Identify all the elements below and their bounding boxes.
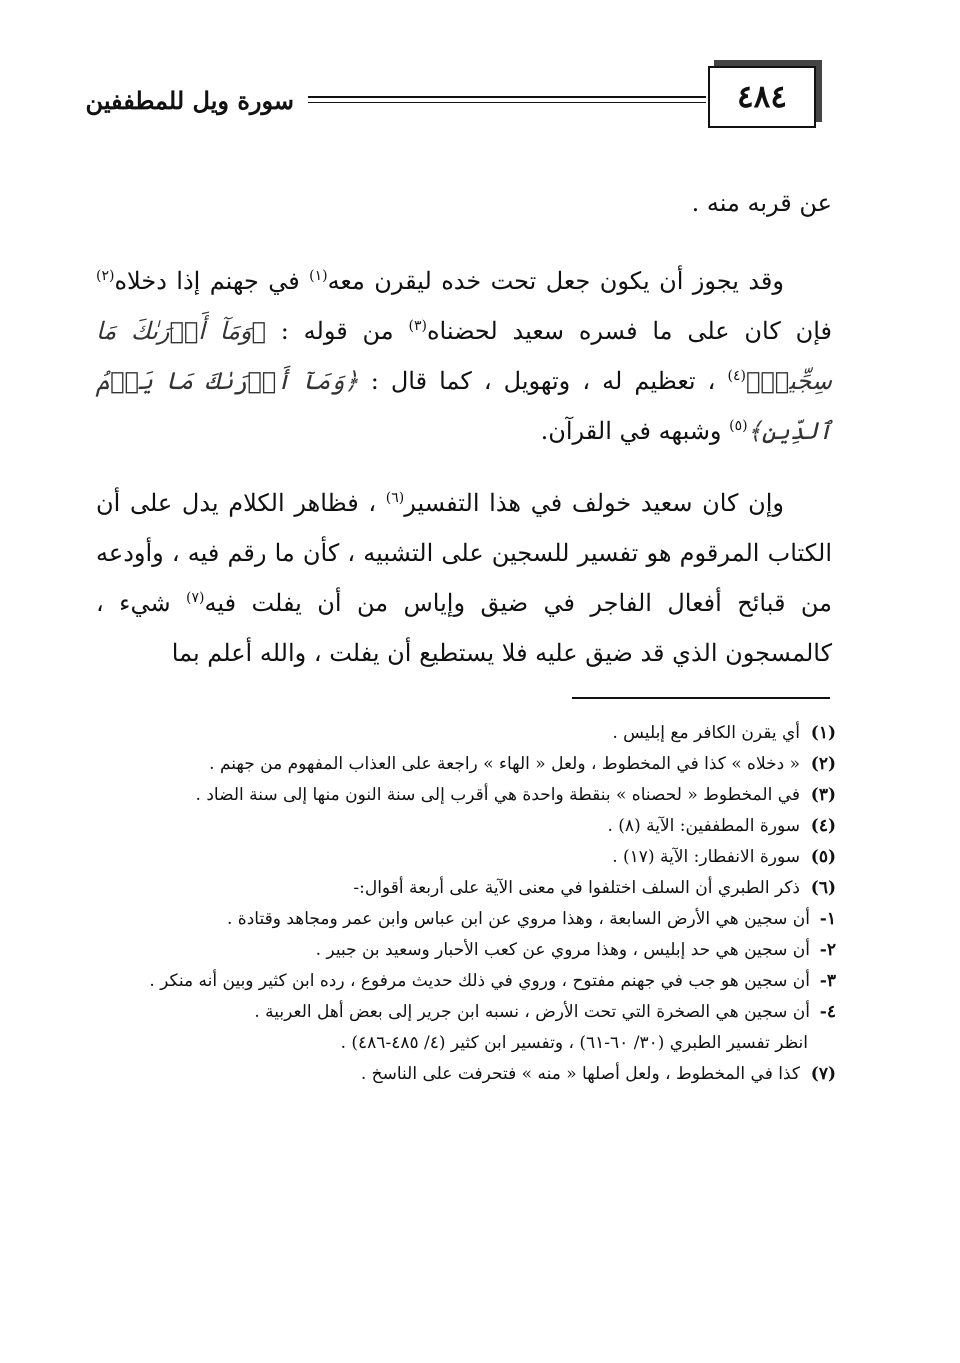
footnote-6-item-1 xyxy=(96,904,836,935)
list-number: ٣- xyxy=(819,971,836,991)
list-text: أن سجين هو جب في جهنم مفتوح ، وروي في ذلك حديث مرفوع ، رده ابن كثير وبين أنه منكر . xyxy=(149,971,810,991)
paragraph-0-text: عن قربه منه . xyxy=(691,189,832,217)
running-title: سورة ويل للمطففين xyxy=(85,86,294,115)
list-text: أن سجين هي حد إبليس ، وهذا مروي عن كعب الأحبار وسعيد بن جبير . xyxy=(315,940,810,960)
footnote-6 xyxy=(96,873,836,904)
footnote-text: أي يقرن الكافر مع إبليس . xyxy=(612,723,800,743)
footnote-separator xyxy=(572,697,830,699)
footnote-ref-6[interactable]: (٦) xyxy=(385,490,405,506)
footnote-6-item-4 xyxy=(96,997,836,1028)
list-text: أن سجين هي الصخرة التي تحت الأرض ، نسبه ابن جرير إلى بعض أهل العربية . xyxy=(254,1002,810,1022)
reference-text: انظر تفسير الطبري (٣٠/ ٦٠-٦١) ، وتفسير ابن كثير (٤/ ٤٨٥-٤٨٦) . xyxy=(340,1033,808,1053)
footnote-ref-7[interactable]: (٧) xyxy=(186,590,205,606)
footnote-text: سورة المطففين: الآية (٨) . xyxy=(607,816,800,836)
footnote-ref-2[interactable]: (٢) xyxy=(96,268,115,284)
footnote-text: « دخلاه » كذا في المخطوط ، ولعل « الهاء » راجعة على العذاب المفهوم من جهنم . xyxy=(209,754,800,774)
footnote-number: (٢) xyxy=(810,754,836,774)
p1-text-f: وشبهه في القرآن. xyxy=(540,417,730,445)
p1-text-c: فإن كان على ما فسره سعيد لحضناه xyxy=(426,317,833,345)
footnote-number: (٤) xyxy=(810,816,836,836)
quran-verse-2: ﴿وَمَآ أَدۡرَىٰكَ مَا يَوۡمُ ٱلدِّينِ﴾ xyxy=(96,367,832,445)
list-number: ٤- xyxy=(819,1002,836,1022)
page-number: ٤٨٤ xyxy=(708,66,816,128)
footnote-5 xyxy=(96,842,836,873)
footnote-text: كذا في المخطوط ، ولعل أصلها « منه » فتحرفت على الناسخ . xyxy=(360,1064,800,1084)
header-rule xyxy=(308,96,706,103)
p2-text-c: شيء ، كالمسجون الذي قد ضيق عليه فلا يستطيع أن يفلت ، والله أعلم بما xyxy=(96,589,832,667)
paragraph-0 xyxy=(96,178,832,228)
paragraph-1 xyxy=(96,256,832,456)
p2-text-b: ، فظاهر الكلام يدل على أن الكتاب المرقوم هو تفسير للسجين على التشبيه ، كأن ما رقم فيه ، وأودعه من قبائح أفعال الفاجر في ضيق وإياس من أن يفلت فيه xyxy=(96,489,832,617)
footnote-7 xyxy=(96,1059,836,1090)
footnote-3 xyxy=(96,780,836,811)
p2-text-a: وإن كان سعيد خولف في هذا التفسير xyxy=(404,489,784,517)
footnote-number: (٣) xyxy=(810,785,836,805)
footnote-6-item-3 xyxy=(96,966,836,997)
footnote-2 xyxy=(96,749,836,780)
p1-text-d: من قوله : xyxy=(265,317,409,345)
footnote-6-reference xyxy=(96,1028,836,1059)
footnote-text: سورة الانفطار: الآية (١٧) . xyxy=(612,847,800,867)
footnote-4 xyxy=(96,811,836,842)
p1-text-b: في جهنم إذا دخلاه xyxy=(114,267,310,295)
footnote-text: ذكر الطبري أن السلف اختلفوا في معنى الآية على أربعة أقوال:- xyxy=(353,878,800,898)
footnote-number: (٧) xyxy=(810,1064,836,1084)
list-number: ١- xyxy=(819,909,836,929)
paragraph-2 xyxy=(96,478,832,678)
main-text xyxy=(96,178,832,700)
footnote-number: (١) xyxy=(810,723,836,743)
p1-text-a: وقد يجوز أن يكون جعل تحت خده ليقرن معه xyxy=(327,267,784,295)
quran-verse-1: ﴿وَمَآ أَدۡرَىٰكَ مَا سِجِّينٞ﴾ xyxy=(96,317,833,395)
footnote-number: (٦) xyxy=(810,878,836,898)
footnote-number: (٥) xyxy=(810,847,836,867)
footnote-ref-1[interactable]: (١) xyxy=(309,268,328,284)
footnote-1 xyxy=(96,718,836,749)
footnote-ref-5[interactable]: (٥) xyxy=(729,418,748,434)
footnotes xyxy=(96,718,836,1090)
p1-text-e: ، تعظيم له ، وتهويل ، كما قال : xyxy=(358,367,728,395)
footnote-ref-4[interactable]: (٤) xyxy=(727,368,746,384)
footnote-6-item-2 xyxy=(96,935,836,966)
list-text: أن سجين هي الأرض السابعة ، وهذا مروي عن ابن عباس وابن عمر ومجاهد وقتادة . xyxy=(227,909,810,929)
footnote-text: في المخطوط « لحصناه » بنقطة واحدة هي أقرب إلى سنة النون منها إلى سنة الضاد . xyxy=(195,785,800,805)
list-number: ٢- xyxy=(819,940,836,960)
footnote-ref-3[interactable]: (٣) xyxy=(408,318,427,334)
